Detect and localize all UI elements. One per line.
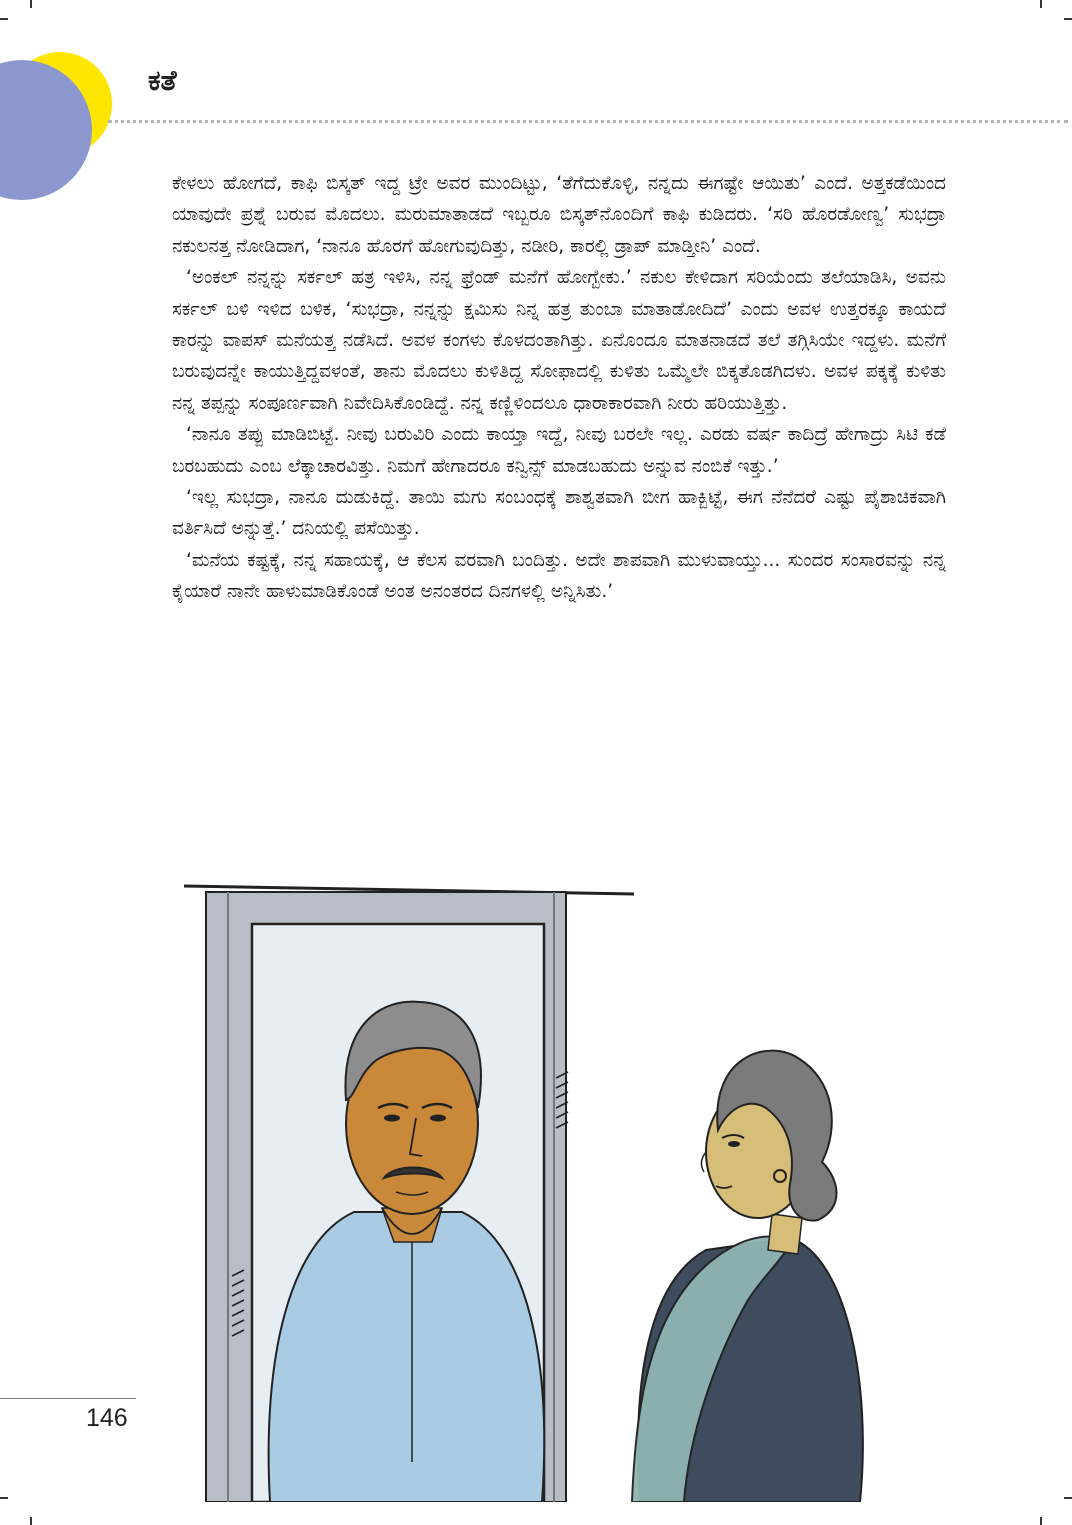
footer-rule [0,1398,136,1399]
crop-mark [1064,1497,1072,1499]
header-dotted-rule [108,120,1068,123]
paragraph: ‘ಮನೆಯ ಕಷ್ಟಕ್ಕೆ, ನನ್ನ ಸಹಾಯಕ್ಕೆ, ಆ ಕೆಲಸ ವರವಾಗಿ ಬಂದಿತ್ತು. ಅದೇ ಶಾಪವಾಗಿ ಮುಳುವಾಯ್ತು... ಸುಂದರ ಸಂಸಾರವನ್ನು ನನ್ನ ಕೈಯಾರೆ ನಾನೇ ಹಾಳುಮಾಡಿಕೊಂಡೆ ಅಂತ ಅನಂತರದ ದಿನಗಳಲ್ಲಿ ಅನ್ನಿಸಿತು.’ [172,549,946,603]
story-illustration [170,862,890,1502]
crop-mark [0,1497,8,1499]
section-title: ಕತೆ [148,64,177,97]
crop-mark [30,0,32,8]
crop-mark [1064,18,1072,20]
crop-mark [1040,1517,1042,1525]
paragraph: ಕೇಳಲು ಹೋಗದೆ, ಕಾಫಿ ಬಿಸ್ಕತ್ ಇದ್ದ ಟ್ರೇ ಅವರ ಮುಂದಿಟ್ಟು, ‘ತೆಗೆದುಕೊಳ್ಳಿ, ನನ್ನದು ಈಗಷ್ಟೇ ಆಯಿತು’ ಎಂದೆ. ಅತ್ತಕಡೆಯಿಂದ ಯಾವುದೇ ಪ್ರಶ್ನೆ ಬರುವ ಮೊದಲು. ಮರುಮಾತಾಡದೆ ಇಬ್ಬರೂ ಬಿಸ್ಕತ್‌ನೊಂದಿಗೆ ಕಾಫಿ ಕುಡಿದರು. ‘ಸರಿ ಹೊರಡೋಣ್ವ’ ಸುಭದ್ರಾ ನಕುಲನತ್ತ ನೋಡಿದಾಗ, ‘ನಾನೂ ಹೊರಗೆ ಹೋಗುವುದಿತ್ತು, ನಡೀರಿ, ಕಾರಲ್ಲಿ ಡ್ರಾಪ್ ಮಾಡ್ತೀನಿ’ ಎಂದೆ. [172,173,946,257]
woman-figure [632,1051,863,1502]
page-number: 146 [86,1404,128,1432]
story-text [172,168,946,608]
crop-mark [30,1517,32,1525]
paragraph: ‘ಇಲ್ಲ ಸುಭದ್ರಾ, ನಾನೂ ದುಡುಕಿದ್ದೆ. ತಾಯಿ ಮಗು ಸಂಬಂಧಕ್ಕೆ ಶಾಶ್ವತವಾಗಿ ಬೀಗ ಹಾಕ್ಬಿಟ್ಟೆ, ಈಗ ನೆನೆದರೆ ಎಷ್ಟು ಪೈಶಾಚಿಕವಾಗಿ ವರ್ತಿಸಿದೆ ಅನ್ನುತ್ತೆ.’ ದನಿಯಲ್ಲಿ ಪಸೆಯಿತ್ತು. [172,487,946,540]
crop-mark [0,18,8,20]
crop-mark [1040,0,1042,8]
paragraph: ‘ಅಂಕಲ್ ನನ್ನನ್ನು ಸರ್ಕಲ್ ಹತ್ರ ಇಳಿಸಿ, ನನ್ನ ಫ್ರೆಂಡ್ ಮನೆಗೆ ಹೋಗ್ಬೇಕು.’ ನಕುಲ ಕೇಳಿದಾಗ ಸರಿಯೆಂದು ತಲೆಯಾಡಿಸಿ, ಅವನು ಸರ್ಕಲ್ ಬಳಿ ಇಳಿದ ಬಳಿಕ, ‘ಸುಭದ್ರಾ, ನನ್ನನ್ನು ಕ್ಷಮಿಸು ನಿನ್ನ ಹತ್ರ ತುಂಬಾ ಮಾತಾಡೋದಿದೆ’ ಎಂದು ಅವಳ ಉತ್ತರಕ್ಕೂ ಕಾಯದೆ ಕಾರನ್ನು ವಾಪಸ್ ಮನೆಯತ್ತ ನಡೆಸಿದೆ. ಅವಳ ಕಂಗಳು ಕೊಳದಂತಾಗಿತ್ತು. ಏನೊಂದೂ ಮಾತನಾಡದೆ ತಲೆ ತಗ್ಗಿಸಿಯೇ ಇದ್ದಳು. ಮನೆಗೆ ಬರುವುದನ್ನೇ ಕಾಯುತ್ತಿದ್ದವಳಂತೆ, ತಾನು ಮೊದಲು ಕುಳಿತಿದ್ದ ಸೋಫಾದಲ್ಲಿ ಕುಳಿತು ಒಮ್ಮೆಲೇ ಬಿಕ್ಕತೊಡಗಿದಳು. ಅವಳ ಪಕ್ಕಕ್ಕೆ ಕುಳಿತು ನನ್ನ ತಪ್ಪನ್ನು ಸಂಪೂರ್ಣವಾಗಿ ನಿವೇದಿಸಿಕೊಂಡಿದ್ದೆ. ನನ್ನ ಕಣ್ಣಿಳಿಂದಲೂ ಧಾರಾಕಾರವಾಗಿ ನೀರು ಹರಿಯುತ್ತಿತ್ತು. [172,267,946,414]
paragraph: ‘ನಾನೂ ತಪ್ಪು ಮಾಡಿಬಿಟ್ಟೆ. ನೀವು ಬರುವಿರಿ ಎಂದು ಕಾಯ್ತಾ ಇದ್ದೆ, ನೀವು ಬರಲೇ ಇಲ್ಲ. ಎರಡು ವರ್ಷ ಕಾದಿದ್ರೆ ಹೇಗಾದ್ರು ಸಿಟಿ ಕಡೆ ಬರಬಹುದು ಎಂಬ ಲೆಕ್ಕಾಚಾರವಿತ್ತು. ನಿಮಗೆ ಹೇಗಾದರೂ ಕನ್ವಿನ್ಸ್ ಮಾಡಬಹುದು ಅನ್ನುವ ನಂಬಿಕೆ ಇತ್ತು.’ [172,424,946,477]
